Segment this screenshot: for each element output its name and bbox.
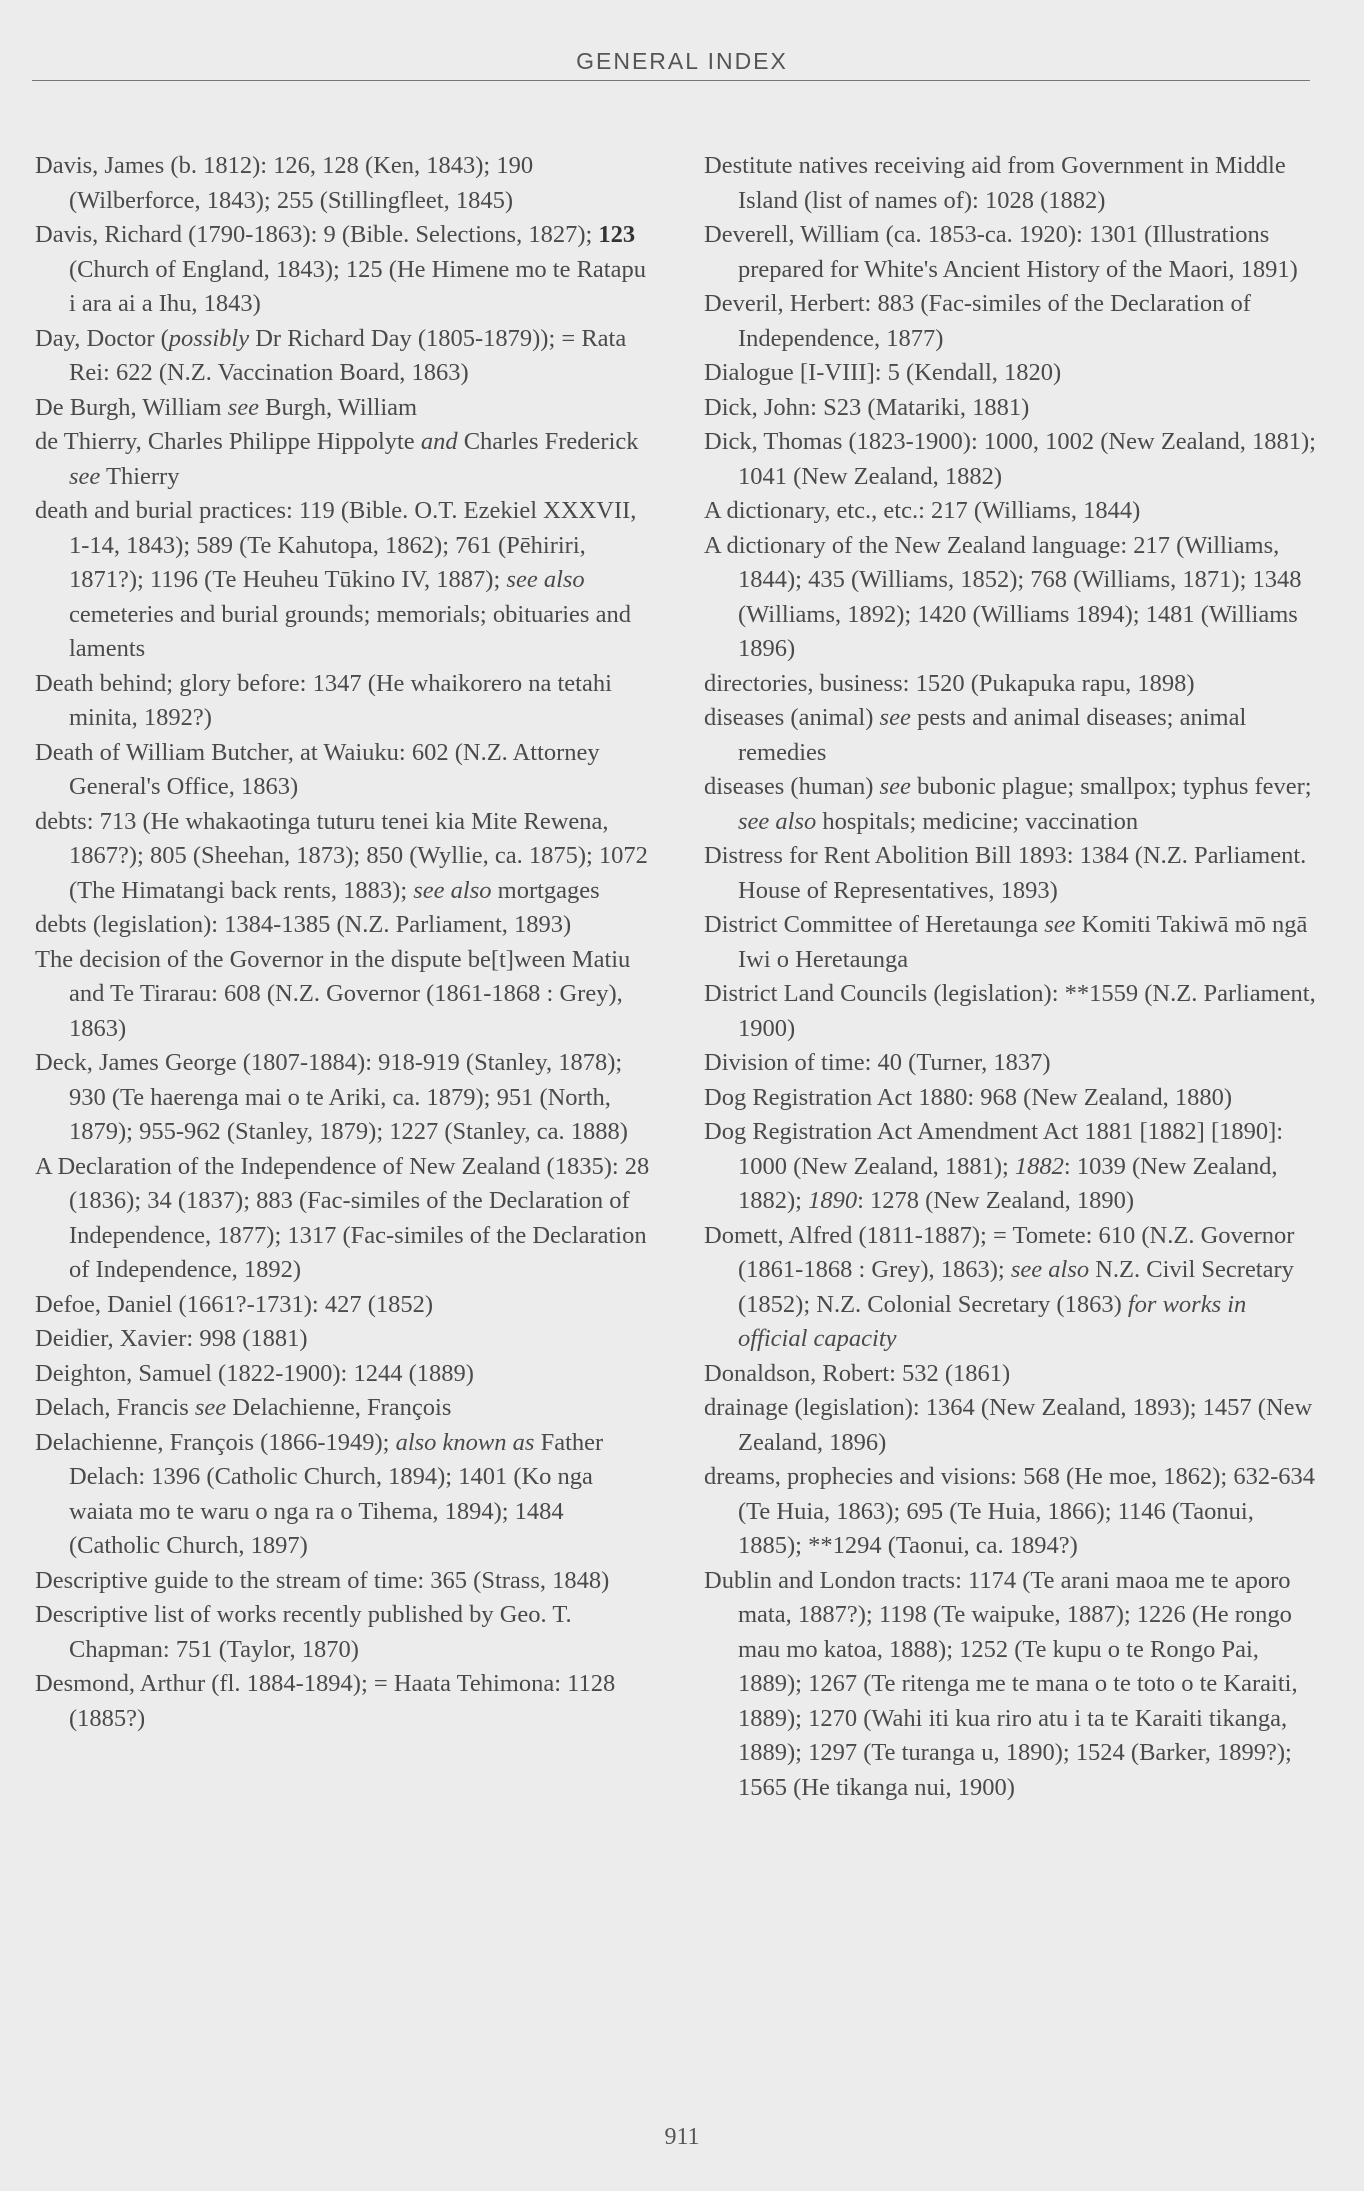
index-entry (35, 1046, 653, 1150)
entry-text: Deighton, Samuel (1822-1900): 1244 (1889) (35, 1359, 474, 1387)
index-entry (35, 1357, 653, 1392)
entry-text: A Declaration of the Independence of New Zealand (1835): 28 (1836); 34 (1837); 883 (Fac-similes of the Declaration of Independence, 1877); 1317 (Fac-similes of the Declaration of Independence, 1892) (35, 1152, 650, 1283)
index-entry (704, 529, 1319, 667)
entry-text: bubonic plague; smallpox; typhus fever; (910, 773, 1312, 800)
index-entry (35, 667, 653, 736)
index-entry (35, 736, 653, 805)
entry-text: Destitute natives receiving aid from Government in Middle Island (list of names of): 1028 (1882) (704, 152, 1286, 214)
entry-text: Delachienne, François (1866-1949); (35, 1428, 396, 1456)
cross-reference-text: see (69, 462, 101, 490)
index-entry (35, 1598, 653, 1667)
index-entry (35, 425, 653, 494)
entry-text: Father Delach: 1396 (Catholic Church, 1894); 1401 (Ko nga waiata mo te waru o nga ra o Tihema, 1894); 1484 (Catholic Church, 1897) (69, 1428, 604, 1559)
index-entry (704, 391, 1319, 426)
cross-reference-text: and (420, 428, 458, 455)
entry-text: : 1278 (New Zealand, 1890) (857, 1187, 1134, 1214)
entry-text: Burgh, William (259, 393, 418, 421)
index-entry (704, 770, 1319, 839)
index-entry (704, 1391, 1319, 1460)
index-entry (35, 1288, 653, 1323)
index-entry (35, 908, 653, 943)
entry-text: Death of William Butcher, at Waiuku: 602 (N.Z. Attorney General's Office, 1863) (35, 738, 600, 800)
entry-text: Domett, Alfred (1811-1887); = Tomete: 610 (N.Z. Governor (1861-1868 : Grey), 1863); (704, 1221, 1295, 1283)
entry-text: Division of time: 40 (Turner, 1837) (704, 1049, 1051, 1076)
entry-text: Delach, Francis (35, 1394, 195, 1421)
entry-text: Delachienne, François (226, 1394, 452, 1421)
cross-reference-text: see (1044, 911, 1076, 938)
entry-text: Charles Frederick (457, 428, 639, 455)
index-entry (704, 425, 1319, 494)
cross-reference-text: see also (1010, 1256, 1090, 1283)
entry-text: A dictionary of the New Zealand language: 217 (Williams, 1844); 435 (Williams, 1852); 768 (Williams, 1871); 1348 (Williams, 1892); 1420 (Williams 1894); 1481 (Williams 1896) (704, 531, 1302, 662)
entry-text: : 1039 (New Zealand, 1882); (738, 1152, 1278, 1214)
cross-reference-text: see (227, 393, 260, 421)
entry-text: hospitals; medicine; vaccination (816, 807, 1139, 835)
entry-text: Komiti Takiwā mō ngā Iwi o Heretaunga (738, 911, 1308, 973)
entry-text: Dialogue [I-VIII]: 5 (Kendall, 1820) (704, 359, 1062, 386)
cross-reference-text: see (194, 1394, 227, 1421)
index-entry (35, 1391, 653, 1426)
entry-text: District Land Councils (legislation): **1559 (N.Z. Parliament, 1900) (704, 980, 1316, 1042)
entry-text: cemeteries and burial grounds; memorials; obituaries and laments (69, 600, 631, 662)
entry-text: A dictionary, etc., etc.: 217 (Williams, 1844) (704, 497, 1141, 524)
index-entry (704, 218, 1319, 287)
index-entry (704, 1357, 1319, 1392)
entry-text: Descriptive guide to the stream of time: 365 (Strass, 1848) (35, 1566, 610, 1594)
entry-text: Davis, Richard (1790-1863): 9 (Bible. Selections, 1827); (35, 221, 599, 248)
cross-reference-text: see (879, 704, 911, 731)
entry-text: (Church of England, 1843); 125 (He Himene mo te Ratapu i ara ai a Ihu, 1843) (69, 255, 646, 317)
entry-text: drainage (legislation): 1364 (New Zealand, 1893); 1457 (New Zealand, 1896) (704, 1394, 1313, 1456)
entry-text: debts: 713 (He whakaotinga tuturu tenei kia Mite Rewena, 1867?); 805 (Sheehan, 1873); 850 (Wyllie, ca. 1875); 1072 (The Himatangi back rents, 1883); (35, 807, 648, 904)
entry-text: District Committee of Heretaunga (704, 911, 1045, 938)
index-entry (704, 149, 1319, 218)
index-entry (35, 1426, 653, 1564)
cross-reference-text: see (879, 773, 911, 800)
cross-reference-text: 1882 (1014, 1152, 1064, 1180)
entry-text: Dick, Thomas (1823-1900): 1000, 1002 (New Zealand, 1881); 1041 (New Zealand, 1882) (704, 428, 1316, 490)
page-number: 911 (664, 2124, 700, 2150)
index-entry (704, 287, 1319, 356)
entry-text: debts (legislation): 1384-1385 (N.Z. Parliament, 1893) (35, 911, 572, 938)
index-entry (704, 1081, 1319, 1116)
entry-text: Deveril, Herbert: 883 (Fac-similes of the Declaration of Independence, 1877) (704, 290, 1251, 352)
index-entry (704, 1046, 1319, 1081)
entry-text: pests and animal diseases; animal remedies (738, 704, 1247, 766)
index-entry (35, 1322, 653, 1357)
entry-text: Dog Registration Act Amendment Act 1881 [1882] [1890]: 1000 (New Zealand, 1881); (704, 1118, 1284, 1180)
entry-text: dreams, prophecies and visions: 568 (He moe, 1862); 632-634 (Te Huia, 1863); 695 (Te Huia, 1866); 1146 (Taonui, 1885); **1294 (Taonui, ca. 1894?) (704, 1463, 1316, 1559)
entry-text: Dog Registration Act 1880: 968 (New Zealand, 1880) (704, 1083, 1233, 1111)
header-rule (32, 80, 1310, 81)
index-entry (35, 1150, 653, 1288)
entry-text: Death behind; glory before: 1347 (He whaikorero na tetahi minita, 1892?) (35, 669, 612, 731)
index-entry (35, 1667, 653, 1736)
cross-reference-text: also known as (395, 1428, 535, 1456)
entry-text: Deidier, Xavier: 998 (1881) (35, 1325, 308, 1352)
left-column (35, 149, 653, 1736)
bold-reference: 123 (598, 221, 636, 248)
running-header: GENERAL INDEX (576, 48, 788, 74)
cross-reference-text: see also (506, 566, 585, 593)
index-entry (704, 1564, 1319, 1806)
index-entry (704, 356, 1319, 391)
entry-text: Distress for Rent Abolition Bill 1893: 1384 (N.Z. Parliament. House of Representatives, 1893) (704, 842, 1307, 904)
entry-text: Donaldson, Robert: 532 (1861) (704, 1359, 1011, 1387)
index-entry (35, 943, 653, 1047)
entry-text: Deverell, William (ca. 1853-ca. 1920): 1301 (Illustrations prepared for White's Ancient History of the Maori, 1891) (704, 221, 1298, 283)
entry-text: Descriptive list of works recently published by Geo. T. Chapman: 751 (Taylor, 1870) (35, 1601, 572, 1663)
entry-text: death and burial practices: 119 (Bible. O.T. Ezekiel XXXVII, 1-14, 1843); 589 (Te Kahutopa, 1862); 761 (Pēhiriri, 1871?); 1196 (Te Heuheu Tūkino IV, 1887); (35, 497, 637, 593)
entry-text: diseases (human) (704, 773, 880, 800)
entry-text: mortgages (491, 876, 600, 904)
entry-text: Davis, James (b. 1812): 126, 128 (Ken, 1843); 190 (Wilberforce, 1843); 255 (Stillingfleet, 1845) (35, 152, 534, 214)
index-entry (704, 1460, 1319, 1564)
entry-text: Deck, James George (1807-1884): 918-919 (Stanley, 1878); 930 (Te haerenga mai o te Ariki, ca. 1879); 951 (North, 1879); 955-962 (Stanley, 1879); 1227 (Stanley, ca. 1888) (35, 1049, 628, 1145)
entry-text: Desmond, Arthur (fl. 1884-1894); = Haata Tehimona: 1128 (1885?) (35, 1670, 616, 1732)
index-entry (704, 1219, 1319, 1357)
entry-text: Dr Richard Day (1805-1879)); = Rata Rei: 622 (N.Z. Vaccination Board, 1863) (69, 324, 627, 386)
index-entry (704, 839, 1319, 908)
entry-text: N.Z. Civil Secretary (1852); N.Z. Colonial Secretary (1863) (738, 1256, 1294, 1318)
right-column (704, 149, 1319, 1805)
cross-reference-text: see also (738, 807, 817, 835)
entry-text: diseases (animal) (704, 704, 880, 731)
entry-text: The decision of the Governor in the dispute be[t]ween Matiu and Te Tirarau: 608 (N.Z. Governor (1861-1868 : Grey), 1863) (35, 945, 631, 1042)
index-entry (35, 805, 653, 909)
entry-text: Day, Doctor ( (35, 324, 169, 352)
entry-text: directories, business: 1520 (Pukapuka rapu, 1898) (704, 669, 1195, 697)
index-entry (704, 908, 1319, 977)
index-entry (35, 1564, 653, 1599)
index-entry (704, 701, 1319, 770)
entry-text: de Thierry, Charles Philippe Hippolyte (35, 428, 421, 455)
index-entry (35, 391, 653, 426)
index-entry (704, 977, 1319, 1046)
cross-reference-text: see also (413, 876, 492, 904)
entry-text: Dublin and London tracts: 1174 (Te arani maoa me te aporo mata, 1887?); 1198 (Te waipuke, 1887); 1226 (He rongo mau mo katoa, 1888); 1252 (Te kupu o te Rongo Pai, 1889); 1267 (Te ritenga me te mana o te toto o te Karaiti, 1889); 1270 (Wahi iti kua riro atu i ta te Karaiti tikanga, 1889); 1297 (Te turanga u, 1890); 1524 (Barker, 1899?); 1565 (He tikanga nui, 1900) (704, 1566, 1298, 1801)
entry-text: Dick, John: S23 (Matariki, 1881) (704, 393, 1030, 421)
index-entry (35, 494, 653, 667)
index-entry (35, 218, 653, 322)
entry-text: Defoe, Daniel (1661?-1731): 427 (1852) (35, 1290, 434, 1318)
index-entry (704, 667, 1319, 702)
cross-reference-text: for works in official capacity (738, 1290, 1247, 1352)
index-entry (704, 1115, 1319, 1219)
cross-reference-text: possibly (168, 324, 250, 352)
entry-text: De Burgh, William (35, 393, 228, 421)
index-entry (35, 322, 653, 391)
entry-text: Thierry (100, 462, 180, 490)
index-entry (704, 494, 1319, 529)
index-entry (35, 149, 653, 218)
cross-reference-text: 1890 (808, 1187, 858, 1214)
